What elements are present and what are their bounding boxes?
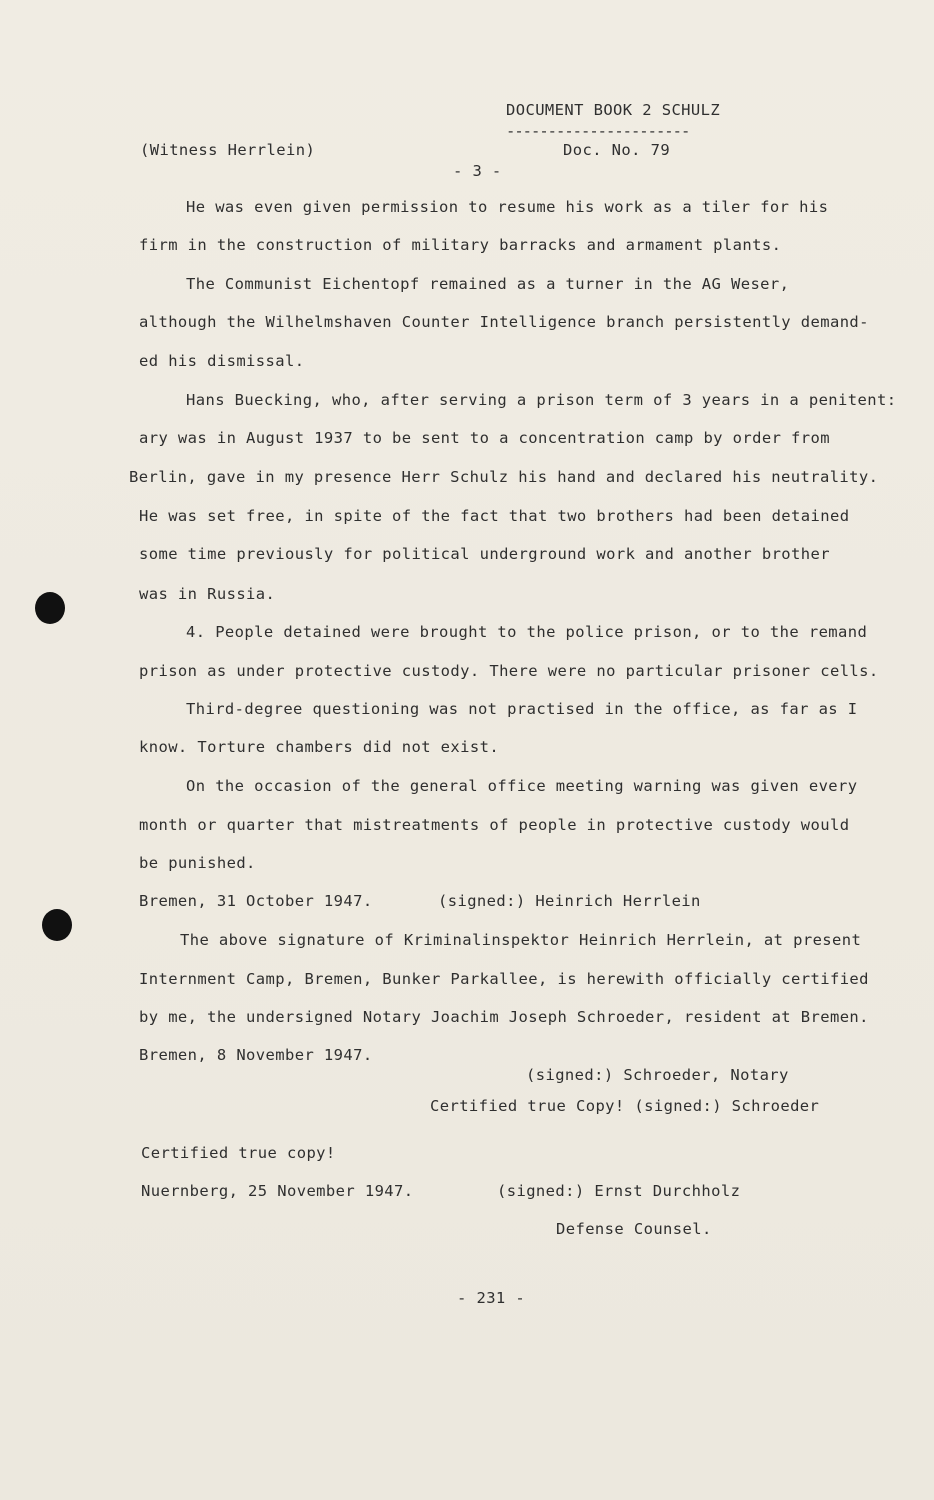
body-line: month or quarter that mistreatments of people in protective custody would [139, 816, 850, 834]
body-line: Berlin, gave in my presence Herr Schulz his hand and declared his neutrality. [129, 468, 879, 486]
certification-place-date: Bremen, 8 November 1947. [139, 1046, 373, 1064]
body-line: firm in the construction of military barracks and armament plants. [139, 236, 782, 254]
signature-place-date: Bremen, 31 October 1947. [139, 892, 373, 910]
certified-copy-line: Certified true Copy! (signed:) Schroeder [430, 1097, 820, 1115]
punch-hole-bottom [42, 909, 72, 941]
body-line: know. Torture chambers did not exist. [139, 738, 500, 756]
doc-number: Doc. No. 79 [563, 141, 671, 159]
witness-signature: (signed:) Heinrich Herrlein [438, 892, 701, 910]
notary-signature: (signed:) Schroeder, Notary [526, 1066, 789, 1084]
punch-hole-top [35, 592, 65, 624]
body-line: some time previously for political underground work and another brother [139, 545, 830, 563]
defense-signature: (signed:) Ernst Durchholz [497, 1182, 741, 1200]
body-line: ary was in August 1937 to be sent to a concentration camp by order from [139, 429, 830, 447]
defense-place-date: Nuernberg, 25 November 1947. [141, 1182, 414, 1200]
body-line: was in Russia. [139, 585, 276, 603]
body-line: ed his dismissal. [139, 352, 305, 370]
body-line: 4. People detained were brought to the police prison, or to the remand [186, 623, 868, 641]
certification-line: by me, the undersigned Notary Joachim Joseph Schroeder, resident at Bremen. [139, 1008, 869, 1026]
body-line: Third-degree questioning was not practised in the office, as far as I [186, 700, 858, 718]
body-line: The Communist Eichentopf remained as a turner in the AG Weser, [186, 275, 790, 293]
document-book-title: DOCUMENT BOOK 2 SCHULZ [506, 101, 721, 119]
body-line: prison as under protective custody. There were no particular prisoner cells. [139, 662, 879, 680]
body-line: although the Wilhelmshaven Counter Intelligence branch persistently demand- [139, 313, 869, 331]
body-line: be punished. [139, 854, 256, 872]
title-underline: ---------------------- [506, 122, 690, 140]
body-line: He was even given permission to resume his work as a tiler for his [186, 198, 829, 216]
certification-line: Internment Camp, Bremen, Bunker Parkallee, is herewith officially certified [139, 970, 869, 988]
defense-certified: Certified true copy! [141, 1144, 336, 1162]
defense-title: Defense Counsel. [556, 1220, 712, 1238]
page-marker: - 3 - [453, 162, 502, 180]
page-number: - 231 - [457, 1289, 526, 1307]
witness-label: (Witness Herrlein) [140, 141, 316, 159]
certification-line: The above signature of Kriminalinspektor Heinrich Herrlein, at present [180, 931, 862, 949]
body-line: On the occasion of the general office meeting warning was given every [186, 777, 858, 795]
body-line: Hans Buecking, who, after serving a prison term of 3 years in a penitent: [186, 391, 897, 409]
body-line: He was set free, in spite of the fact that two brothers had been detained [139, 507, 850, 525]
